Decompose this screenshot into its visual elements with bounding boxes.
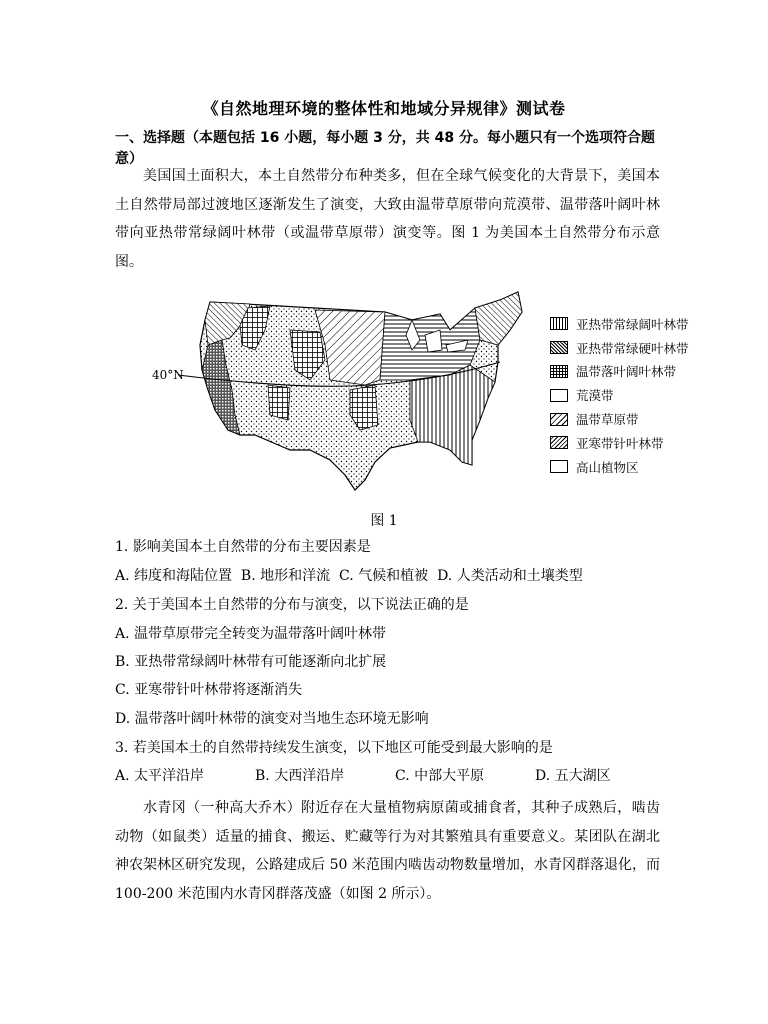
section-heading: 一、选择题（本题包括 16 小题，每小题 3 分，共 48 分。每小题只有一个选项符合题意） [115,130,655,167]
legend-label: 荒漠带 [576,388,614,404]
legend-label: 温带草原带 [576,412,639,428]
legend-swatch [550,317,568,330]
legend-label: 亚热带常绿阔叶林带 [576,316,689,332]
legend-label: 高山植物区 [576,459,639,475]
option: B. 亚热带常绿阔叶林带有可能逐渐向北扩展 [115,654,387,670]
question-stem: 2. 关于美国本土自然带的分布与演变，以下说法正确的是 [115,597,469,613]
option: B. 大西洋沿岸 [255,768,345,784]
legend-label: 温带落叶阔叶林带 [576,364,677,380]
option: A. 纬度和海陆位置 [115,568,233,584]
legend-item [550,312,730,336]
legend-item [550,455,730,479]
legend-item [550,407,730,431]
intro-text: 美国国土面积大，本土自然带分布种类多，但在全球气候变化的大背景下，美国本土自然带局部过渡地区逐渐发生了演变，大致由温带草原带向荒漠带、温带落叶阔叶林带向亚热带常绿阔叶林带（或温带草原带）演变等。图 1 为美国本土自然带分布示意图。 [115,168,660,270]
legend-swatch [550,413,568,426]
closing-paragraph [115,794,660,908]
figure-caption: 图 1 [370,513,398,529]
legend-swatch [550,365,568,378]
legend-item [550,383,730,407]
option: C. 亚寒带针叶林带将逐渐消失 [115,682,303,698]
question-options [115,566,583,586]
legend-item [550,360,730,384]
option: D. 人类活动和土壤类型 [437,568,583,584]
legend-swatch [550,341,568,354]
option: B. 地形和洋流 [240,568,331,584]
legend-item [550,336,730,360]
option: D. 五大湖区 [535,768,611,784]
option: C. 气候和植被 [339,568,429,584]
intro-paragraph [115,162,660,276]
option: D. 温带落叶阔叶林带的演变对当地生态环境无影响 [115,711,429,727]
zone-mountain-3 [268,385,290,420]
legend-swatch [550,436,568,449]
latitude-label: 40°N [152,368,184,382]
page-title: 《自然地理环境的整体性和地域分异规律》测试卷 [202,99,566,118]
question-stem: 3. 若美国本土的自然带持续发生演变，以下地区可能受到最大影响的是 [115,740,553,756]
option: A. 太平洋沿岸 [115,768,205,784]
us-natural-zones-map [150,290,570,500]
legend-item [550,431,730,455]
question-stem: 1. 影响美国本土自然带的分布主要因素是 [115,539,371,555]
option: A. 温带草原带完全转变为温带落叶阔叶林带 [115,626,387,642]
question-options [115,766,611,786]
legend-swatch [550,389,568,402]
legend-label: 亚寒带针叶林带 [576,435,664,451]
closing-text: 水青冈（一种高大乔木）附近存在大量植物病原菌或捕食者，其种子成熟后，啮齿动物（如鼠类）适量的捕食、搬运、贮藏等行为对其繁殖具有重要意义。某团队在湖北神农架林区研究发现，公路建成后 50 米范围内啮齿动物数量增加，水青冈群落退化，而 100-200 米范围内水青冈群落茂盛（如图 2 所示）。 [115,800,660,902]
map-svg [150,290,570,500]
legend-swatch [550,460,568,473]
map-legend [550,312,730,479]
option: C. 中部大平原 [395,768,485,784]
legend-label: 亚热带常绿硬叶林带 [576,340,689,356]
